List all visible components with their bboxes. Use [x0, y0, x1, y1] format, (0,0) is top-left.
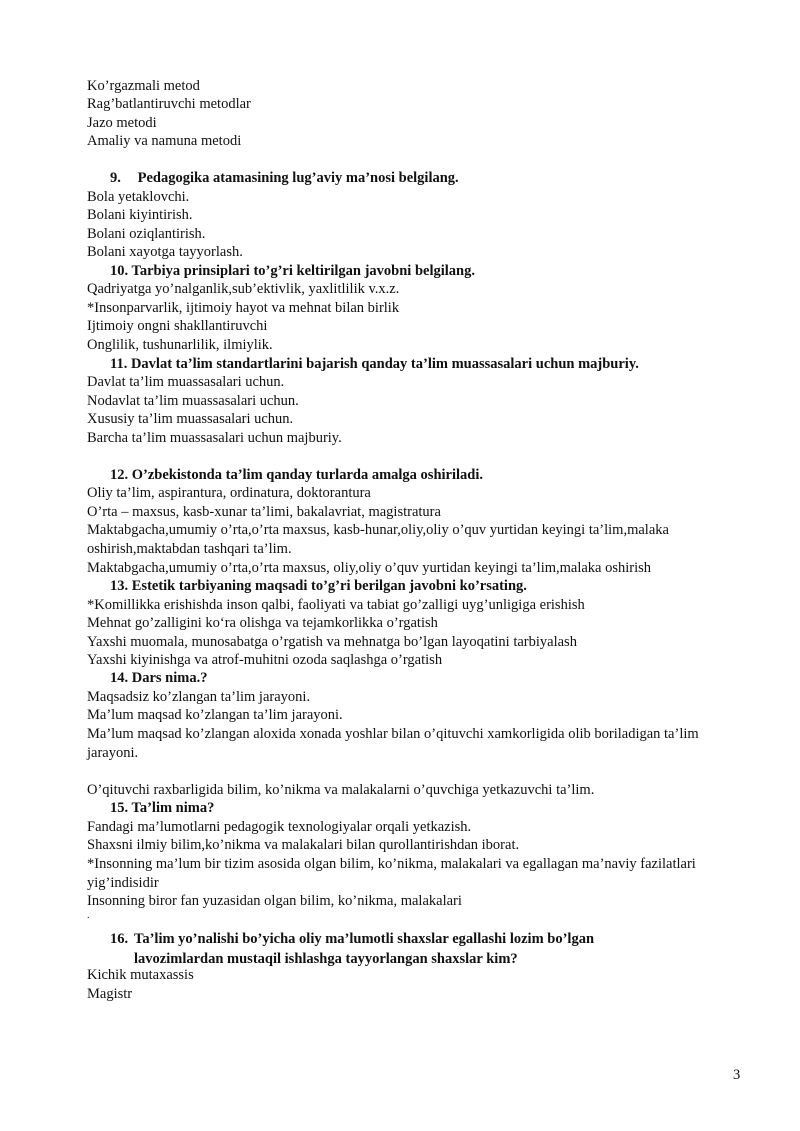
question-12	[110, 466, 750, 485]
option-line: Maktabgacha,umumiy o’rta,o’rta maxsus, oliy,oliy o’quv yurtidan keyingi ta’lim,malaka oshirish	[87, 560, 652, 576]
option-line: Ma’lum maqsad ko’zlangan ta’lim jarayoni.	[87, 707, 343, 723]
question-number: 10.	[110, 263, 129, 279]
option-line: Fandagi ma’lumotlarni pedagogik texnologiyalar orqali yetkazish.	[87, 819, 472, 835]
option-line: O’rta – maxsus, kasb-xunar ta’limi, bakalavriat, magistratura	[87, 504, 441, 520]
option-line: Kichik mutaxassis	[87, 967, 194, 983]
option-line: *Komillikka erishishda inson qalbi, faoliyati va tabiat go’zalligi uyg’unligiga erishish	[87, 597, 585, 613]
option-line: Bolani xayotga tayyorlash.	[87, 244, 243, 260]
option-line: Mehnat go’zalligini ko‘ra olishga va tejamkorlikka o’rgatish	[87, 615, 438, 631]
option-line: Barcha ta’lim muassasalari uchun majburiy.	[87, 430, 342, 446]
option-line: Amaliy va namuna metodi	[87, 133, 242, 149]
question-text: Pedagogika atamasining lug’aviy ma’nosi belgilang.	[137, 170, 459, 186]
question-text: O’zbekistonda ta’lim qanday turlarda amalga oshiriladi.	[131, 467, 484, 483]
option-line: Maqsadsiz ko’zlangan ta’lim jarayoni.	[87, 689, 311, 705]
option-line: Qadriyatga yo’nalganlik,sub’ektivlik, yaxlitlilik v.x.z.	[87, 281, 400, 297]
question-number: 16.	[110, 931, 129, 947]
question-11	[110, 355, 750, 374]
question-13	[110, 577, 750, 596]
question-text: Ta’lim yo’nalishi bo’yicha oliy ma’lumotli shaxslar egallashi lozim bo’lgan lavozimlardan mustaqil ishlashga tayyorlangan shaxslar kim?	[134, 931, 595, 967]
option-line: Bolani kiyintirish.	[87, 207, 193, 223]
page-number: 3	[733, 1067, 741, 1083]
question-text: Dars nima.?	[131, 670, 208, 686]
question-number: 13.	[110, 578, 129, 594]
question-text: Tarbiya prinsiplari to’g’ri keltirilgan javobni belgilang.	[131, 263, 475, 279]
option-line: O’qituvchi raxbarligida bilim, ko’nikma va malakalarni o’quvchiga yetkazuvchi ta’lim.	[87, 782, 595, 798]
question-text: Ta’lim nima?	[131, 800, 215, 816]
question-number: 12.	[110, 467, 129, 483]
option-line: Ma’lum maqsad ko’zlangan aloxida xonada yoshlar bilan o’qituvchi xamkorligida olib boriladigan ta’lim jarayoni.	[87, 726, 699, 761]
question-number: 14.	[110, 670, 129, 686]
option-line: Maktabgacha,umumiy o’rta,o’rta maxsus, kasb-hunar,oliy,oliy o’quv yurtidan keyingi ta’lim,malaka oshirish,maktabdan tashqari ta’lim.	[87, 522, 669, 557]
option-line: Insonning biror fan yuzasidan olgan bilim, ko’nikma, malakalari	[87, 893, 462, 909]
option-line: Magistr	[87, 986, 133, 1002]
question-number: 15.	[110, 800, 129, 816]
question-number: 11.	[110, 356, 128, 372]
question-16	[110, 929, 670, 969]
option-line: Davlat ta’lim muassasalari uchun.	[87, 374, 285, 390]
question-9	[110, 169, 750, 188]
option-line: Bolani oziqlantirish.	[87, 226, 206, 242]
option-line: Shaxsni ilmiy bilim,ko’nikma va malakalari bilan qurollantirishdan iborat.	[87, 837, 520, 853]
question-14	[110, 669, 750, 688]
question-number: 9.	[110, 170, 121, 186]
option-line: Xususiy ta’lim muassasalari uchun.	[87, 411, 294, 427]
option-line: *Insonparvarlik, ijtimoiy hayot va mehnat bilan birlik	[87, 300, 400, 316]
question-text: Davlat ta’lim standartlarini bajarish qanday ta’lim muassasalari uchun majburiy.	[130, 356, 639, 372]
question-text: Estetik tarbiyaning maqsadi to’g’ri berilgan javobni ko’rsating.	[131, 578, 527, 594]
option-line: Bola yetaklovchi.	[87, 189, 190, 205]
option-line: Yaxshi kiyinishga va atrof-muhitni ozoda saqlashga o’rgatish	[87, 652, 443, 668]
option-line: Yaxshi muomala, munosabatga o’rgatish va mehnatga bo’lgan layoqatini tarbiyalash	[87, 634, 577, 650]
option-line: Ijtimoiy ongni shakllantiruvchi	[87, 318, 268, 334]
option-line: *Insonning ma’lum bir tizim asosida olgan bilim, ko’nikma, malakalari va egallagan ma’naviy fazilatlari yig’indisidir	[87, 856, 696, 891]
option-line: Nodavlat ta’lim muassasalari uchun.	[87, 393, 299, 409]
stray-mark: .	[87, 910, 90, 921]
option-line: Ko’rgazmali metod	[87, 78, 200, 94]
option-line: Onglilik, tushunarlilik, ilmiylik.	[87, 337, 273, 353]
option-line: Rag’batlantiruvchi metodlar	[87, 96, 251, 112]
option-line: Jazo metodi	[87, 115, 157, 131]
question-15	[110, 799, 750, 818]
question-10	[110, 262, 750, 281]
option-line: Oliy ta’lim, aspirantura, ordinatura, doktorantura	[87, 485, 371, 501]
